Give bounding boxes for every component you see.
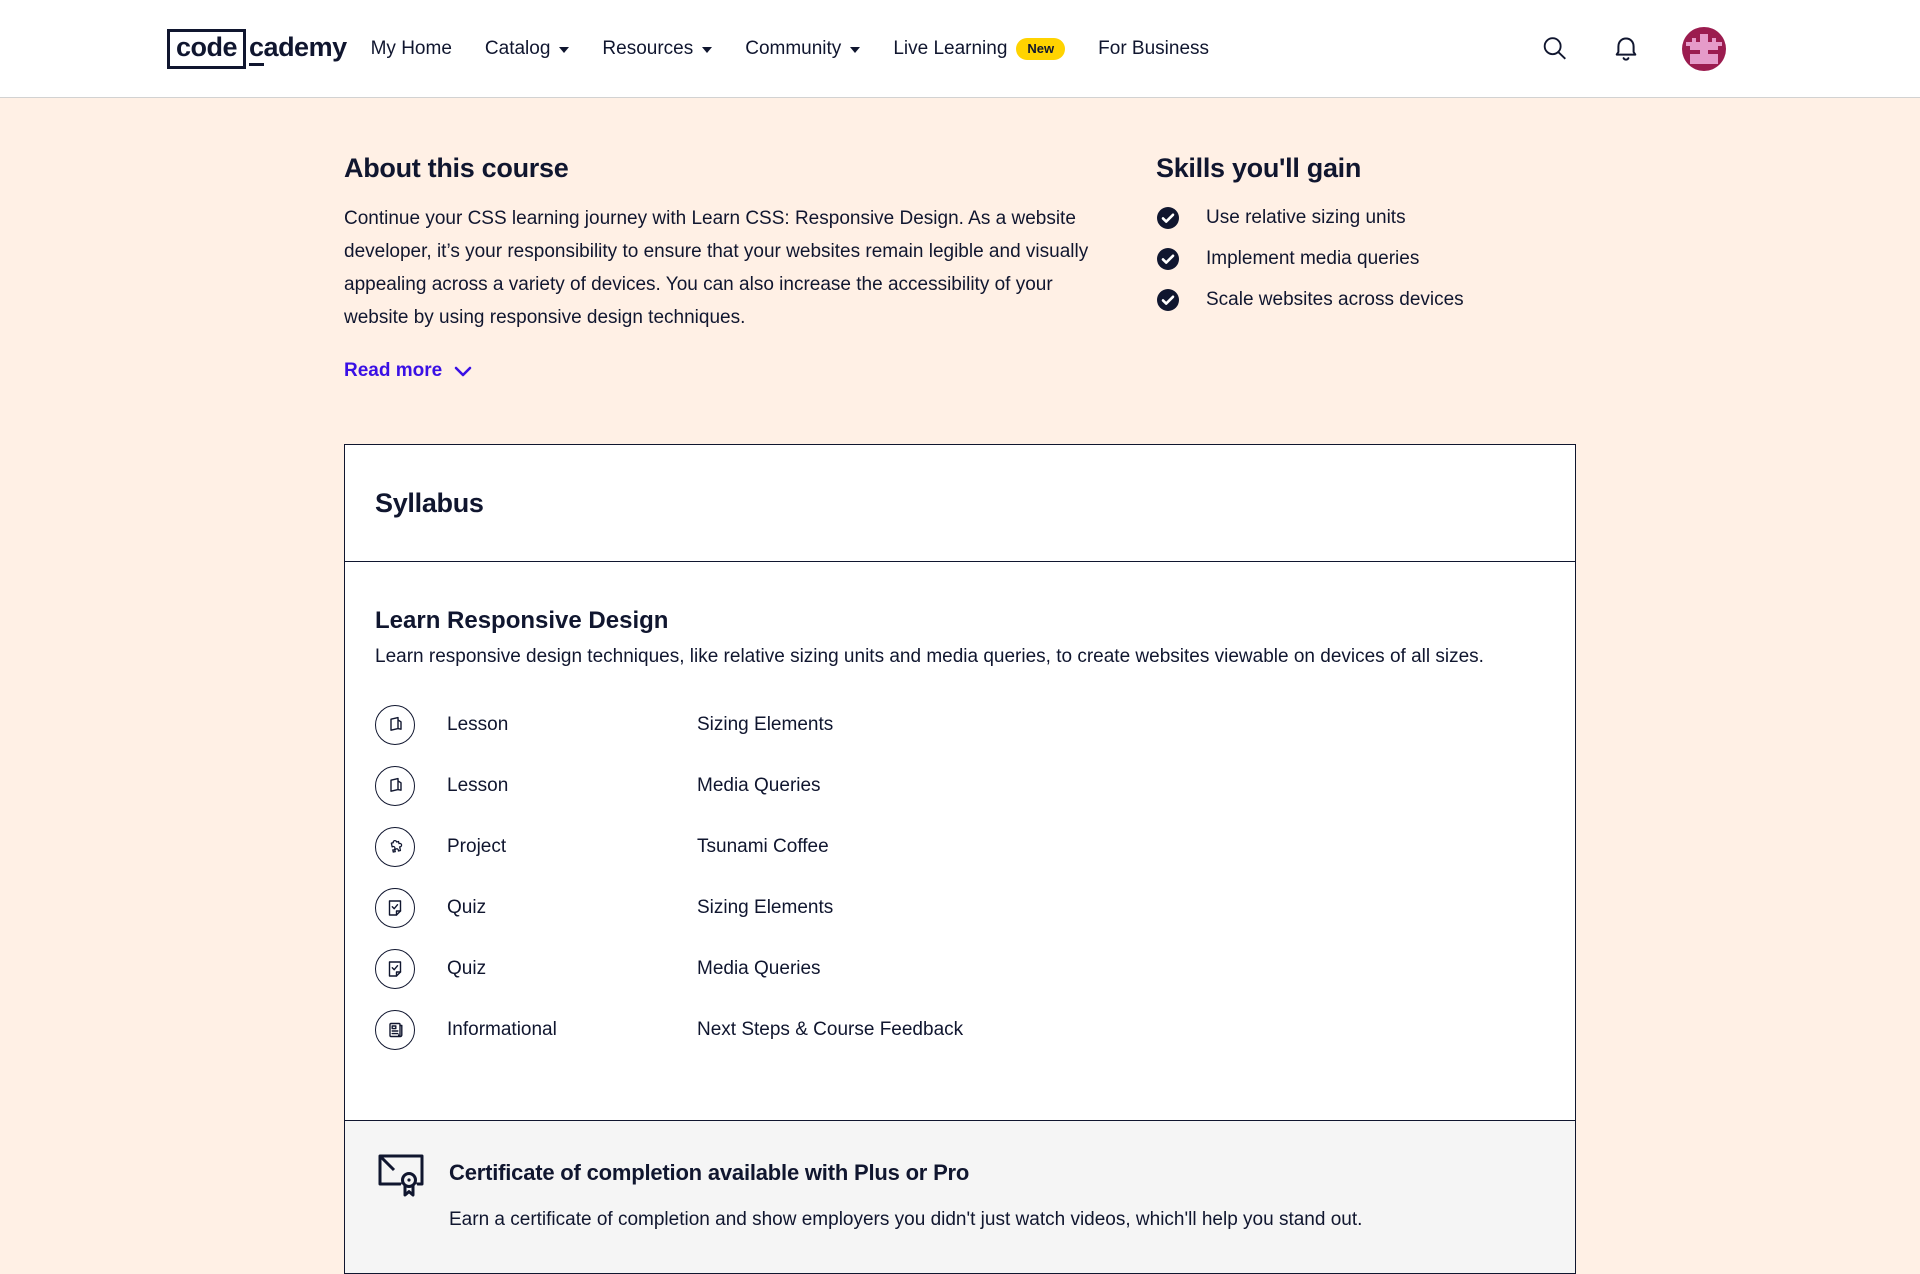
chevron-down-icon <box>850 47 860 53</box>
syllabus-item-type: Lesson <box>447 713 509 735</box>
syllabus-item-type: Quiz <box>447 896 487 918</box>
check-circle-icon <box>1156 206 1180 230</box>
search-icon[interactable] <box>1540 34 1570 64</box>
syllabus-row[interactable] <box>375 877 1545 938</box>
skill-item: Use relative sizing units <box>1156 206 1576 230</box>
check-circle-icon <box>1156 247 1180 271</box>
primary-nav <box>371 38 1209 60</box>
syllabus-item-title: Sizing Elements <box>697 896 834 918</box>
nav-for-business[interactable]: For Business <box>1098 37 1210 59</box>
about-course-column <box>344 152 1092 382</box>
syllabus-item-type: Informational <box>447 1018 557 1040</box>
nav-resources[interactable]: Resources <box>602 38 712 60</box>
syllabus-item-type: Project <box>447 835 507 857</box>
skills-title: Skills you'll gain <box>1156 153 1362 183</box>
codecademy-logo[interactable] <box>167 29 347 69</box>
syllabus-row[interactable] <box>375 938 1545 999</box>
chevron-down-icon <box>454 366 472 377</box>
syllabus-row[interactable] <box>375 999 1545 1060</box>
about-course-description: Continue your CSS learning journey with Learn CSS: Responsive Design. As a website developer, it’s your responsibility to ensure that your websites remain legible and visually appealing across a variety of devices. You can also increase the accessibility of your website by using responsive design techniques. <box>344 208 1089 328</box>
syllabus-title: Syllabus <box>375 488 484 518</box>
course-page-main <box>344 98 1576 1274</box>
certificate-section <box>345 1120 1575 1273</box>
quiz-icon <box>375 888 415 928</box>
logo-rest-text: cademy <box>249 31 347 62</box>
skill-item: Implement media queries <box>1156 247 1576 271</box>
informational-icon <box>375 1010 415 1050</box>
chevron-down-icon <box>702 47 712 53</box>
course-intro-section <box>344 98 1576 382</box>
certificate-description: Earn a certificate of completion and show employers you didn't just watch videos, which'll help you stand out. <box>449 1209 1363 1230</box>
syllabus-items-list <box>375 694 1545 1060</box>
certificate-icon <box>375 1149 427 1197</box>
syllabus-row[interactable] <box>375 694 1545 755</box>
nav-live-learning[interactable]: Live Learning New <box>893 38 1065 60</box>
top-navigation-bar <box>0 0 1920 98</box>
syllabus-course-description: Learn responsive design techniques, like relative sizing units and media queries, to create websites viewable on devices of all sizes. <box>375 646 1484 667</box>
new-badge: New <box>1016 38 1065 60</box>
syllabus-course-title: Learn Responsive Design <box>375 607 669 634</box>
syllabus-item-type: Quiz <box>447 957 487 979</box>
syllabus-item-title: Next Steps & Course Feedback <box>697 1018 964 1040</box>
certificate-title: Certificate of completion available with Plus or Pro <box>449 1160 970 1185</box>
syllabus-item-type: Lesson <box>447 774 509 796</box>
lesson-icon <box>375 766 415 806</box>
project-icon <box>375 827 415 867</box>
skill-item: Scale websites across devices <box>1156 288 1576 312</box>
header-actions <box>1540 27 1726 71</box>
quiz-icon <box>375 949 415 989</box>
nav-community[interactable]: Community <box>745 38 860 60</box>
lesson-icon <box>375 705 415 745</box>
syllabus-header <box>345 445 1575 562</box>
nav-catalog[interactable]: Catalog <box>485 38 570 60</box>
nav-my-home[interactable]: My Home <box>370 37 452 59</box>
chevron-down-icon <box>559 47 569 53</box>
syllabus-item-title: Media Queries <box>697 957 821 979</box>
logo-boxed-text: code <box>167 29 246 69</box>
skills-list <box>1156 206 1576 312</box>
about-course-title: About this course <box>344 153 569 183</box>
skills-column <box>1156 152 1576 382</box>
syllabus-card <box>344 444 1576 1274</box>
syllabus-item-title: Media Queries <box>697 774 821 796</box>
syllabus-body <box>345 562 1575 1120</box>
notifications-bell-icon[interactable] <box>1612 34 1640 64</box>
syllabus-item-title: Sizing Elements <box>697 713 834 735</box>
syllabus-row[interactable] <box>375 755 1545 816</box>
read-more-button[interactable]: Read more <box>344 360 472 382</box>
check-circle-icon <box>1156 288 1180 312</box>
profile-avatar[interactable] <box>1682 27 1726 71</box>
syllabus-item-title: Tsunami Coffee <box>697 835 829 857</box>
syllabus-row[interactable] <box>375 816 1545 877</box>
